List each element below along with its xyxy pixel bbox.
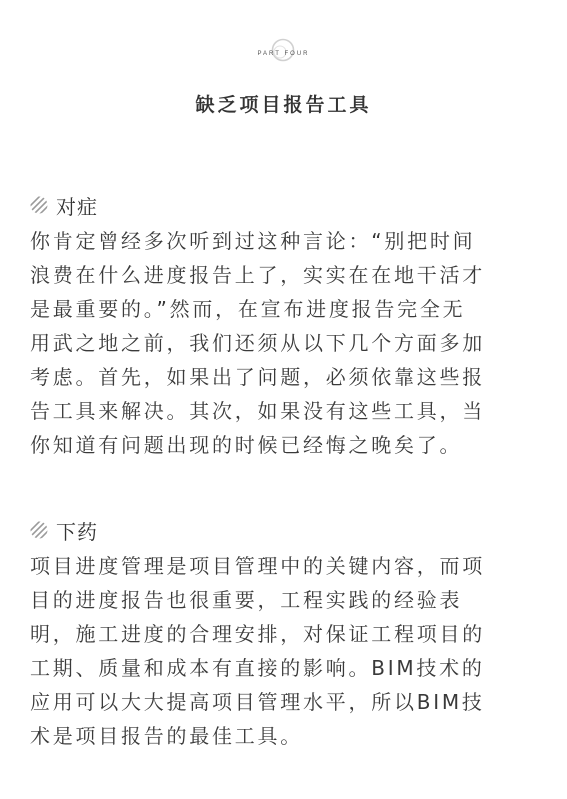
paragraph-line: 你肯定曾经多次听到过这种言论：“别把时间: [30, 229, 476, 253]
striped-circle-icon: [30, 196, 48, 214]
paragraph-line: 你知道有问题出现的时候已经悔之晚矣了。: [30, 433, 463, 457]
section-title: 对症: [56, 194, 98, 219]
paragraph-line: 是最重要的。”然而，在宣布进度报告完全无: [30, 297, 466, 321]
part-label: PART FOUR: [257, 51, 310, 57]
circle-ornament-icon: [271, 38, 295, 62]
section-paragraph-remedy: [30, 549, 540, 753]
page-title: 缺乏项目报告工具: [195, 94, 372, 116]
paragraph-line: 考虑。首先，如果出了问题，必须依靠这些报: [30, 365, 485, 389]
section-paragraph-symptom: [30, 224, 540, 462]
paragraph-line: 用武之地之前，我们还须从以下几个方面多加: [30, 331, 485, 355]
paragraph-line: 目的进度报告也很重要，工程实践的经验表: [30, 588, 463, 612]
paragraph-line: 应用可以大大提高项目管理水平，所以BIM技: [30, 690, 485, 714]
section-heading-symptom: [30, 191, 98, 219]
section-header: [0, 38, 567, 72]
paragraph-line: 项目进度管理是项目管理中的关键内容，而项: [30, 554, 485, 578]
paragraph-line: 明，施工进度的合理安排，对保证工程项目的: [30, 622, 485, 646]
section-heading-remedy: [30, 516, 98, 544]
paragraph-line: 术是项目报告的最佳工具。: [30, 724, 303, 748]
striped-circle-icon: [30, 521, 48, 539]
paragraph-line: 告工具来解决。其次，如果没有这些工具，当: [30, 399, 485, 423]
paragraph-line: 工期、质量和成本有直接的影响。BIM技术的: [30, 656, 485, 680]
paragraph-line: 浪费在什么进度报告上了，实实在在地干活才: [30, 263, 485, 287]
section-title: 下药: [56, 519, 98, 544]
